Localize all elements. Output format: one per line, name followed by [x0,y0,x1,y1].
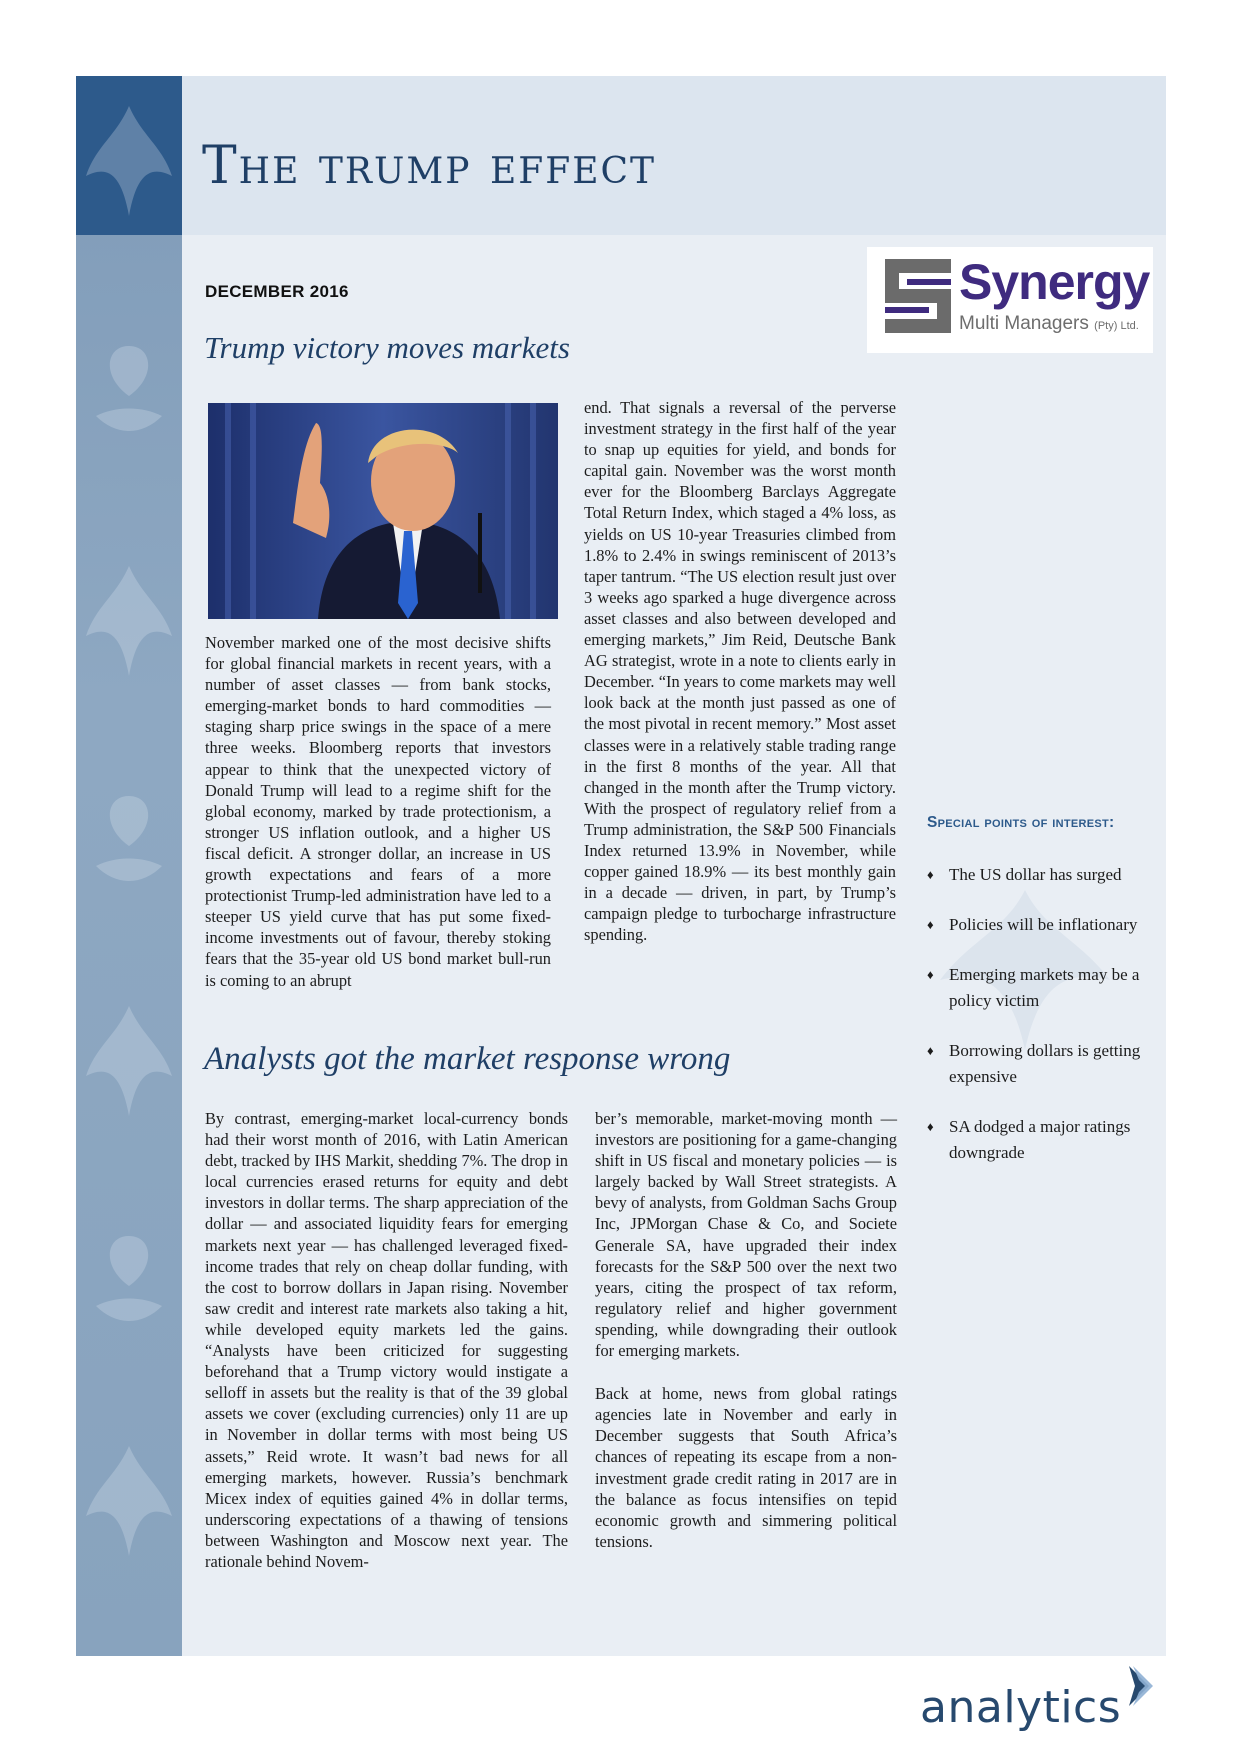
list-item-text: Borrowing dollars is getting expensive [949,1041,1141,1086]
diamond-bullet-icon: ♦ [927,917,934,932]
page-title: The trump effect [202,136,657,196]
section1-column-1 [205,632,551,991]
list-item-text: Policies will be inflationary [949,915,1138,934]
list-item [927,1038,1167,1090]
logo-suffix: (Pty) Ltd. [1094,320,1139,332]
floral-ornament-icon [76,776,182,906]
paragraph: By contrast, emerging-market local-currency bonds had their worst month of 2016, with Latin American debt, tracked by IHS Markit, shedding 7%. The drop in local currencies erased returns for equity and debt investors in dollar terms. The sharp appreciation of the dollar — and associated liquidity fears for emerging markets next year — has challenged leveraged fixed-income trades that rely on cheap dollar funding, with the cost to borrow dollars in Japan rising. November saw credit and interest rate markets also taking a hit, while developed equity markets led the gains. “Analysts have been criticized for suggesting beforehand that a Trump victory would instigate a selloff in assets but the reality is that of the 39 global assets we cover (excluding currencies) only 11 are up in November in dollar terms with most being US assets,” Reid wrote. It wasn’t bad news for all emerging markets, however. Russia’s benchmark Micex index of equities gained 4% in dollar terms, underscoring expectations of a thawing of tensions between Washington and Moscow next year. The rationale behind Novem- [205,1109,568,1571]
paragraph: end. That signals a reversal of the perverse investment strategy in the first half of the year to snap up equities for yield, and bonds for capital gain. November was the worst month ever for the Bloomberg Barclays Aggregate Total Return Index, which staged a 4% loss, as yields on US 10-year Treasuries climbed from 1.8% to 2.4% in swings reminiscent of 2013’s taper tantrum. “The US election result just over 3 weeks ago sparked a huge divergence across asset classes and also between developed and emerging markets,” Jim Reid, Deutsche Bank AG strategist, wrote in a note to clients early in December. “In years to come markets may well look back at the month just passed as one of the most pivotal in recent memory.” Most asset classes were in a relatively stable trading range in the first 8 months of the year. All that changed in the month after the Trump victory. With the prospect of regulatory relief from a Trump administration, the S&P 500 Financials Index returned 13.9% in November, while copper gained 18.9% — its best monthly gain in a decade — driven, in part, by Trump’s campaign pledge to turbocharge infrastructure spending. [584,398,896,945]
issue-date: DECEMBER 2016 [205,282,349,301]
special-points-list [927,862,1167,1190]
list-item-text: The US dollar has surged [949,865,1122,884]
diamond-logo-icon [1105,1662,1159,1710]
section-heading-2: Analysts got the market response wrong [204,1041,731,1077]
floral-ornament-icon [76,1436,182,1566]
trump-photo [208,403,558,619]
special-points-heading: Special points of interest: [927,814,1115,831]
list-item-text: SA dodged a major ratings downgrade [949,1117,1131,1162]
diamond-bullet-icon: ♦ [927,1043,934,1058]
analytics-logo [920,1662,1160,1742]
section-heading-1: Trump victory moves markets [204,330,570,365]
section2-column-1 [205,1108,568,1572]
floral-ornament-icon [76,556,182,686]
left-decorative-band [76,76,182,1656]
list-item-text: Emerging markets may be a policy victim [949,965,1140,1010]
section2-column-2 [595,1108,897,1552]
diamond-bullet-icon: ♦ [927,1119,934,1134]
floral-ornament-icon [76,1216,182,1346]
floral-ornament-icon [76,96,182,226]
logo-subtitle-text: Multi Managers [959,313,1089,334]
diamond-bullet-icon: ♦ [927,867,934,882]
logo-name: Synergy [959,254,1150,310]
list-item [927,912,1167,938]
floral-ornament-icon [76,326,182,456]
list-item [927,862,1167,888]
logo-subtitle [959,313,1139,335]
diamond-bullet-icon: ♦ [927,967,934,982]
synergy-logo [867,247,1153,353]
floral-ornament-icon [76,996,182,1126]
analytics-wordmark: analytics [920,1682,1122,1733]
trump-photo-image [208,403,558,619]
paragraph: ber’s memorable, market-moving month — investors are positioning for a game-changing shift in US fiscal and monetary policies — is largely backed by Wall Street strategists. A bevy of analysts, from Goldman Sachs Group Inc, JPMorgan Chase & Co, and Societe Generale SA, have upgraded their index forecasts for the S&P 500 over the next two years, citing the prospect of tax reform, regulatory relief and higher government spending, while downgrading their outlook for emerging markets. [595,1109,897,1361]
paragraph: Back at home, news from global ratings agencies late in November and early in December suggests that South Africa’s chances of repeating its escape from a non-investment grade credit rating in 2017 are in the balance as focus intensifies on tepid economic growth and simmering political tensions. [595,1384,897,1551]
list-item [927,1114,1167,1166]
section1-column-2 [584,397,896,945]
list-item [927,962,1167,1014]
synergy-s-mark-icon [885,259,951,333]
paragraph: November marked one of the most decisive shifts for global financial markets in recent years, with a number of asset classes — from bank stocks, emerging-market bonds to hard commodities — staging sharp price swings in the space of a mere three weeks. Bloomberg reports that investors appear to think that the unexpected victory of Donald Trump will lead to a regime shift for the global economy, marked by trade protectionism, a stronger US inflation outlook, and a higher US fiscal deficit. A stronger dollar, an increase in US growth expectations and fears of a more protectionist Trump-led administration have led to a steeper US yield curve that has put some fixed-income investments out of favour, thereby stoking fears that the 35-year old US bond market bull-run is coming to an abrupt [205,633,551,990]
